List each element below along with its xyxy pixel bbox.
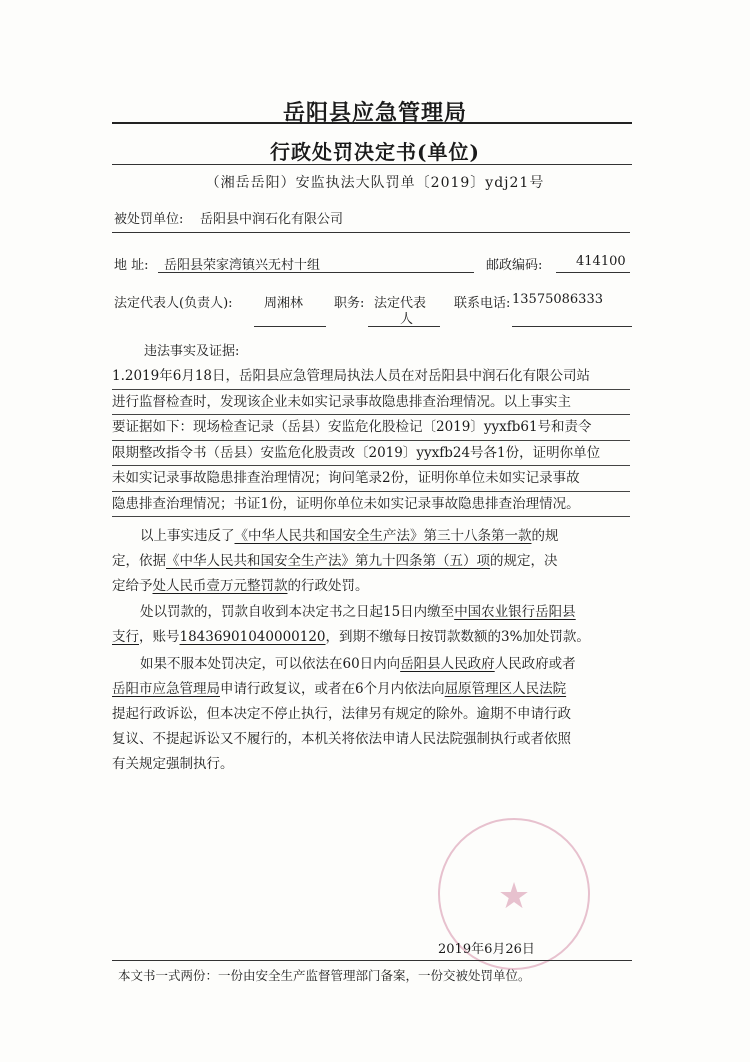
facts-line: 隐患排查治理情况；书证1份，证明你单位未如实记录事故隐患排查治理情况。	[112, 492, 630, 518]
violation-text: 的规	[531, 528, 559, 544]
position-label: 职务:	[334, 296, 365, 311]
organization-title: 岳阳县应急管理局	[282, 100, 467, 126]
appeal-text: 如果不服本处罚决定，可以依法在60日内向	[140, 656, 401, 672]
violation-paragraph	[112, 524, 632, 599]
violation-text: 定给予	[112, 578, 153, 594]
party-name-label: 被处罚单位:	[114, 212, 184, 227]
footer-rule	[112, 960, 632, 961]
facts-line: 未如实记录事故隐患排查治理情况；询问笔录2份，证明你单位未如实记录事故	[112, 466, 630, 492]
payment-text: ，到期不缴每日按罚款数额的3%加处罚款。	[325, 629, 590, 645]
account-number: 18436901040000120	[179, 629, 326, 645]
postcode-rule	[556, 272, 630, 273]
position-value: 法定代表	[374, 296, 427, 311]
position-rule	[368, 326, 440, 327]
penalty-amount: 处人民币壹万元整罚款	[152, 578, 288, 594]
party-name-value: 岳阳县中润石化有限公司	[200, 212, 344, 227]
violation-text: 定，依据	[112, 553, 166, 569]
representative-label: 法定代表人(负责人):	[114, 296, 233, 311]
violation-text: 的行政处罚。	[287, 578, 369, 594]
representative-value: 周湘林	[264, 296, 304, 311]
penalty-basis-law: 《中华人民共和国安全生产法》第九十四条第（五）项	[166, 553, 490, 569]
address-value: 岳阳县荣家湾镇兴无村十组	[164, 258, 321, 273]
facts-line: 进行监督检查时，发现该企业未如实记录事故隐患排查治理情况。以上事实主	[112, 390, 630, 416]
party-name-rule	[112, 232, 630, 233]
title-rule	[112, 164, 632, 165]
review-bureau: 岳阳市应急管理局	[112, 681, 220, 697]
phone-rule	[512, 326, 632, 327]
postcode-value: 414100	[576, 254, 626, 269]
phone-label: 联系电话:	[454, 296, 511, 311]
appeal-text: 提起行政诉讼，但本决定不停止执行，法律另有规定的除外。逾期不申请行政	[112, 706, 571, 722]
bank-name: 中国农业银行岳阳县	[454, 604, 576, 620]
postcode-label: 邮政编码:	[486, 258, 543, 273]
document-number: （湘岳岳阳）安监执法大队罚单〔2019〕ydj21号	[205, 175, 545, 191]
facts-line: 限期整改指令书（岳县）安监危化股责改〔2019〕yyxfb24号各1份，证明你单位	[112, 441, 630, 467]
appeal-text: 人民政府或者	[494, 656, 576, 672]
appeal-text: 有关规定强制执行。	[112, 756, 234, 772]
appeal-text: 复议、不提起诉讼又不履行的，本机关将依法申请人民法院强制执行或者依照	[112, 731, 571, 747]
copies-note: 本文书一式两份：一份由安全生产监督管理部门备案，一份交被处罚单位。	[118, 968, 531, 983]
facts-heading: 违法事实及证据:	[144, 344, 240, 359]
bank-name-cont: 支行	[112, 629, 139, 645]
appeal-text: 申请行政复议，或者在6个月内依法向	[220, 681, 445, 697]
document-title: 行政处罚决定书(单位)	[270, 140, 480, 164]
decision-date: 2019年6月26日	[438, 942, 535, 957]
litigation-court: 屈原管理区人民法院	[444, 681, 567, 697]
payment-text: 处以罚款的，罚款自收到本决定书之日起15日内缴至	[140, 604, 455, 620]
position-value-wrap: 人	[400, 312, 414, 327]
facts-section	[112, 364, 630, 517]
facts-line: 要证据如下：现场检查记录（岳县）安监危化股检记〔2019〕yyxfb61号和责令	[112, 415, 630, 441]
violated-law: 《中华人民共和国安全生产法》第三十八条第一款	[234, 528, 532, 544]
address-label: 地 址:	[114, 258, 149, 273]
header-rule	[112, 122, 632, 124]
facts-line: 1.2019年6月18日，岳阳县应急管理局执法人员在对岳阳县中润石化有限公司站	[112, 364, 630, 390]
appeal-paragraph	[112, 652, 632, 777]
address-rule	[158, 272, 474, 273]
representative-rule	[254, 326, 326, 327]
phone-value: 13575086333	[512, 292, 603, 307]
review-government: 岳阳县人民政府	[400, 656, 495, 672]
payment-paragraph	[112, 600, 632, 650]
violation-text: 以上事实违反了	[140, 528, 235, 544]
official-seal-icon: ★	[438, 818, 590, 970]
payment-text: ，账号	[139, 629, 180, 645]
violation-text: 的规定，决	[490, 553, 558, 569]
